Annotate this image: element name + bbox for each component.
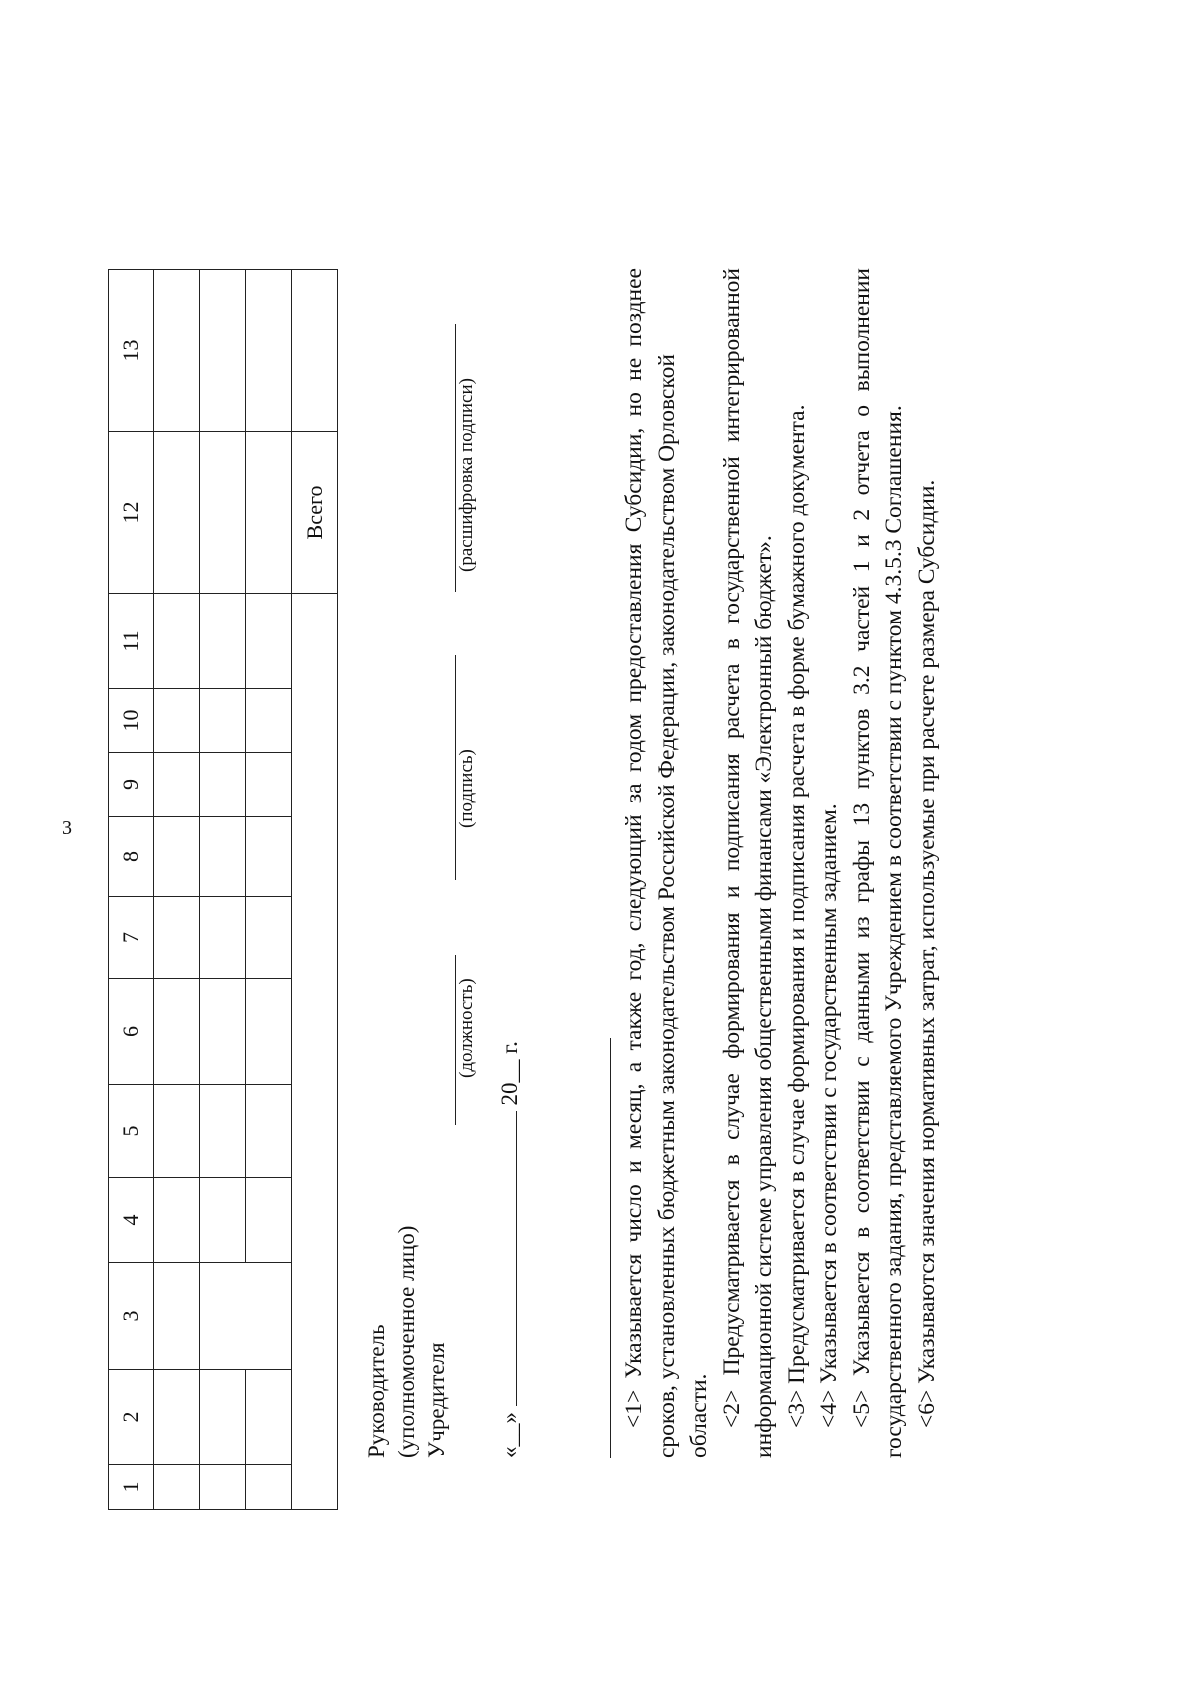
table-header-cell: 7 [109, 897, 154, 979]
footnote-line: <3> Предусматривается в случае формирования и подписания расчета в форме бумажного документа. [783, 404, 810, 1428]
table-header-cell: 10 [109, 689, 154, 753]
date-day: «__» [497, 1412, 522, 1458]
date-month-blank [494, 1111, 517, 1406]
footnote-line: информационной системе управления общественными финансами «Электронный бюджет». [751, 535, 777, 1458]
footnote-line: <2> Предусматривается в случае формирования и подписания расчета в государственной интегрированной [718, 268, 745, 1428]
footnotes [618, 268, 943, 1458]
table-header-cell: 3 [109, 1263, 154, 1370]
table-header-cell: 11 [109, 594, 154, 689]
footnote-line: <6> Указываются значения нормативных затрат, используемые при расчете размера Субсидии. [913, 479, 940, 1428]
table-header-cell: 9 [109, 753, 154, 817]
footnote-line: <4> Указывается в соответствии с государственным заданием. [816, 803, 842, 1428]
table-header-cell: 4 [109, 1178, 154, 1263]
table-header-cell: 2 [109, 1370, 154, 1465]
table-header-cell: 6 [109, 979, 154, 1085]
table-header-row [109, 270, 154, 1510]
table-header-cell: 13 [109, 270, 154, 432]
table-row [154, 270, 200, 1510]
date-year: 20__ г. [497, 1041, 522, 1106]
signature-caption: (подпись) [456, 749, 477, 828]
date-line [494, 1041, 523, 1458]
signatory-block [362, 1226, 452, 1458]
table-header-cell: 12 [109, 432, 154, 594]
position-caption: (должность) [456, 978, 477, 1078]
table-row [200, 270, 246, 1510]
footnote-line: государственного задания, представляемого Учреждением в соответствии с пунктом 4.3.5.3 Соглашения. [881, 405, 907, 1458]
signatory-role-line: (уполномоченное лицо) [394, 1225, 419, 1458]
table-total-row [292, 270, 338, 1510]
table-header-cell: 1 [109, 1465, 154, 1510]
signatory-role-line: Руководитель [364, 1324, 389, 1458]
page-number: 3 [62, 817, 72, 839]
decoding-caption: (расшифровка подписи) [456, 378, 477, 572]
footnote-line: <5> Указывается в соответствии с данными из графы 13 пунктов 3.2 частей 1 и 2 отчета о выполнении [848, 268, 875, 1428]
table-header-cell: 5 [109, 1085, 154, 1178]
table-header-cell: 8 [109, 817, 154, 897]
footnote-line: <1> Указывается число и месяц, а также год, следующий за годом предоставления Субсидии, но не позднее [621, 268, 647, 1428]
footnote-separator [610, 1038, 611, 1458]
calculation-table [108, 269, 338, 1510]
signatory-role-line: Учредителя [424, 1342, 449, 1458]
footnote-line: сроков, установленных бюджетным законодательством Российской Федерации, законодательством Орловской области. [653, 354, 712, 1458]
total-label: Всего [292, 432, 338, 594]
rotated-page-content [0, 250, 1100, 1670]
